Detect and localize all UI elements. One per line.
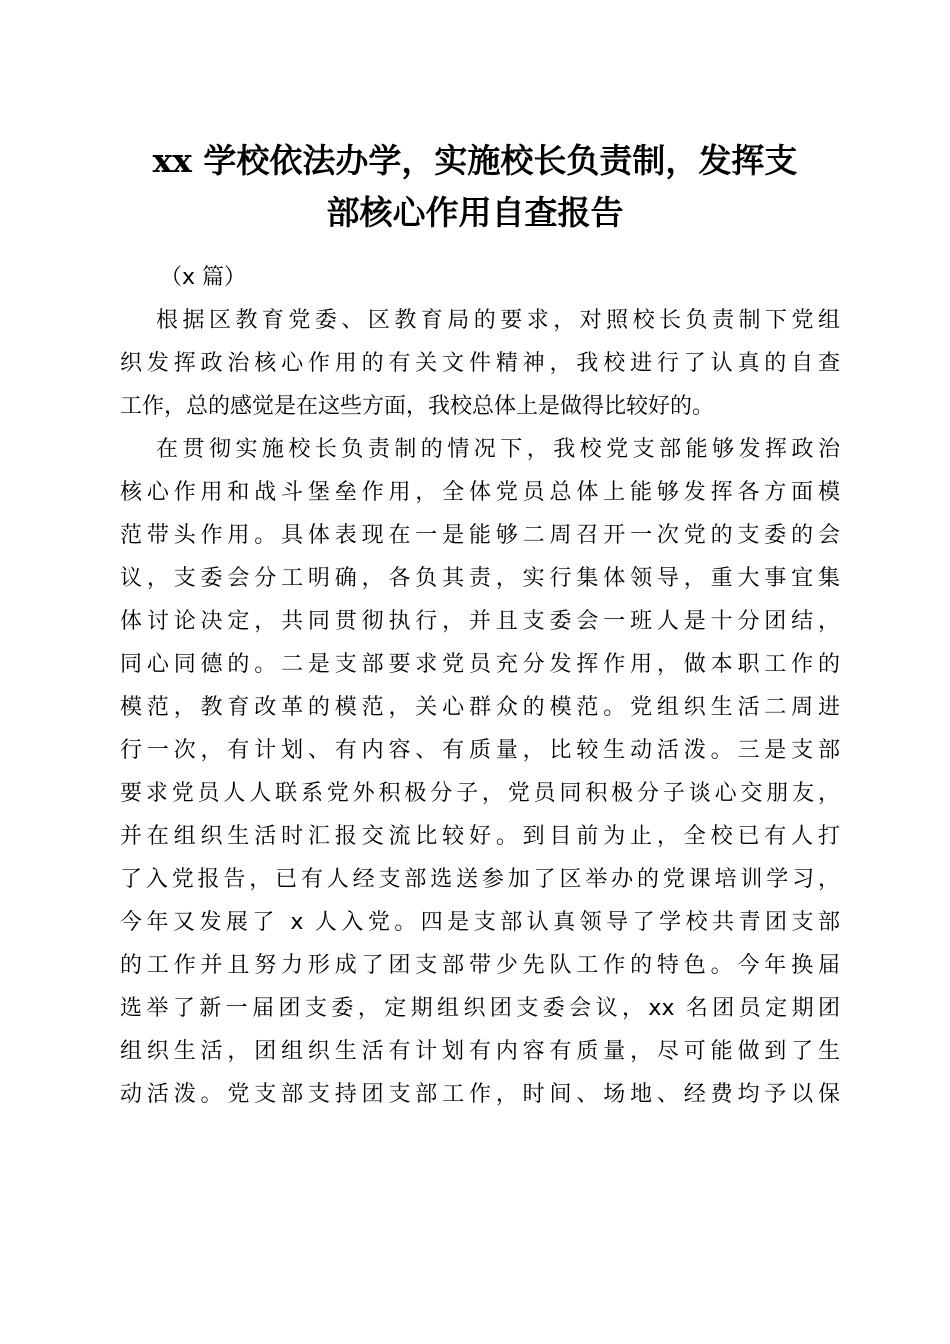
paragraph-line: 了入党报告，已有人经支部选送参加了区举办的党课培训学习，: [120, 867, 840, 892]
document-body: [120, 256, 840, 1116]
title-line-2: 部核心作用自查报告: [326, 193, 624, 232]
paragraph-1: [120, 299, 840, 428]
paragraph-line: 行一次，有计划、有内容、有质量，比较生动活泼。三是支部: [120, 738, 840, 763]
paragraph-line: 组织生活，团组织生活有计划有内容有质量，尽可能做到了生: [120, 1039, 840, 1064]
paragraph-line: 体讨论决定，共同贯彻执行，并且支委会一班人是十分团结，: [120, 609, 840, 634]
paragraph-line: 范带头作用。具体表现在一是能够二周召开一次党的支委的会: [120, 523, 840, 548]
paragraph-line: 根据区教育党委、区教育局的要求，对照校长负责制下党组: [156, 308, 840, 333]
paragraph-line: 并在组织生活时汇报交流比较好。到目前为止，全校已有人打: [120, 824, 840, 849]
document-title: [100, 135, 850, 239]
paragraph-line: 在贯彻实施校长负责制的情况下，我校党支部能够发挥政治: [156, 437, 840, 462]
title-line-1: xx 学校依法办学，实施校长负责制，发挥支: [152, 141, 798, 180]
paragraph-line: 动活泼。党支部支持团支部工作，时间、场地、经费均予以保: [120, 1082, 840, 1107]
paragraph-line: 核心作用和战斗堡垒作用，全体党员总体上能够发挥各方面模: [120, 480, 840, 505]
paragraph-line: 要求党员人人联系党外积极分子，党员同积极分子谈心交朋友，: [120, 781, 840, 806]
paragraph-line: 同心同德的。二是支部要求党员充分发挥作用，做本职工作的: [120, 652, 840, 677]
paragraph-line: 模范，教育改革的模范，关心群众的模范。党组织生活二周进: [120, 695, 840, 720]
paragraph-2: [120, 428, 840, 1116]
subtitle: （x 篇）: [160, 265, 247, 290]
paragraph-line: 工作，总的感觉是在这些方面，我校总体上是做得比较好的。: [120, 394, 715, 419]
paragraph-line: 选举了新一届团支委，定期组织团支委会议，xx 名团员定期团: [120, 996, 840, 1021]
paragraph-line: 议，支委会分工明确，各负其责，实行集体领导，重大事宜集: [120, 566, 840, 591]
paragraph-line: 的工作并且努力形成了团支部带少先队工作的特色。今年换届: [120, 953, 840, 978]
paragraph-line: 织发挥政治核心作用的有关文件精神，我校进行了认真的自查: [120, 351, 840, 376]
paragraph-line: 今年又发展了 x 人入党。四是支部认真领导了学校共青团支部: [120, 910, 840, 935]
